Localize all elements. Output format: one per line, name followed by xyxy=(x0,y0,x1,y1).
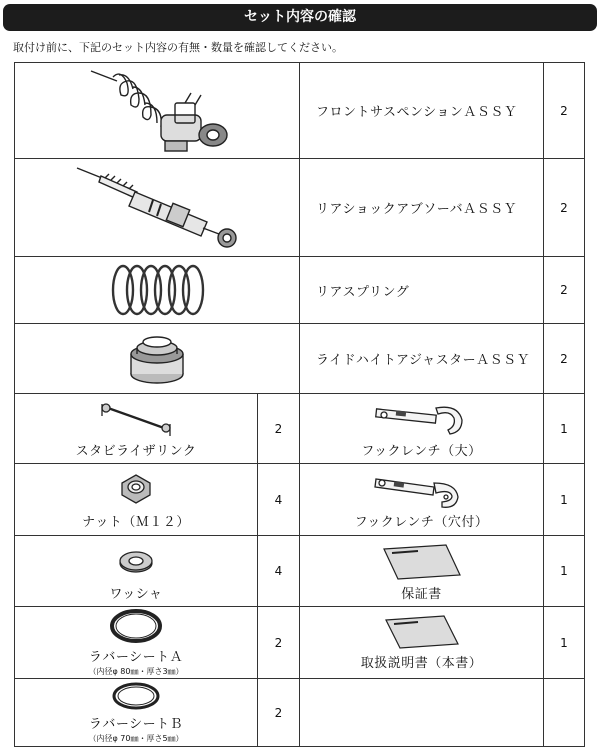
manual-name: 取扱説明書（本書） xyxy=(360,656,483,671)
hook-wrench-holed-qty: 1 xyxy=(544,464,585,536)
rubber-sheet-b-note: （内径φ 70㎜・厚さ5㎜） xyxy=(88,734,184,743)
manual-cell xyxy=(300,607,544,679)
nut-cell xyxy=(15,464,258,536)
stabilizer-link-name: スタビライザリンク xyxy=(75,444,197,459)
rear-spring-name: リアスプリング xyxy=(300,257,544,324)
front-suspension-name: フロントサスペンションＡＳＳＹ xyxy=(300,63,544,159)
rear-spring-image-cell xyxy=(15,257,300,324)
rubber-sheet-a-illustration xyxy=(96,608,176,644)
rubber-sheet-b-illustration xyxy=(96,681,176,711)
rubber-sheet-a-name: ラバーシートＡ xyxy=(88,650,184,665)
table-row xyxy=(15,536,585,607)
washer-cell xyxy=(15,536,258,607)
parts-table xyxy=(14,62,585,747)
warranty-qty: 1 xyxy=(544,536,585,607)
table-row xyxy=(15,607,585,679)
rubber-sheet-b-name: ラバーシートＢ xyxy=(88,717,184,732)
manual-qty: 1 xyxy=(544,607,585,679)
table-row xyxy=(15,63,585,159)
section-title: セット内容の確認 xyxy=(3,4,597,31)
instruction-text: 取付け前に、下記のセット内容の有無・数量を確認してください。 xyxy=(13,41,343,54)
rear-spring-illustration xyxy=(57,259,257,321)
ride-height-adjuster-qty: 2 xyxy=(544,324,585,394)
rear-shock-illustration xyxy=(57,162,257,254)
rubber-sheet-b-cell xyxy=(15,679,258,747)
table-row xyxy=(15,394,585,464)
hook-wrench-large-qty: 1 xyxy=(544,394,585,464)
hook-wrench-large-cell xyxy=(300,394,544,464)
table-row xyxy=(15,257,585,324)
rubber-sheet-a-qty: 2 xyxy=(258,607,300,679)
stabilizer-link-cell xyxy=(15,394,258,464)
warranty-cell xyxy=(300,536,544,607)
table-row xyxy=(15,464,585,536)
empty-qty-cell xyxy=(544,679,585,747)
front-suspension-illustration xyxy=(57,65,257,157)
rear-shock-image-cell xyxy=(15,159,300,257)
hook-wrench-holed-cell xyxy=(300,464,544,536)
washer-illustration xyxy=(106,541,166,581)
rear-spring-qty: 2 xyxy=(544,257,585,324)
hook-wrench-large-name: フックレンチ（大） xyxy=(361,444,482,459)
ride-height-adjuster-image-cell xyxy=(15,324,300,394)
ride-height-adjuster-illustration xyxy=(57,326,257,392)
ride-height-adjuster-name: ライドハイトアジャスターＡＳＳＹ xyxy=(300,324,544,394)
rear-shock-name: リアショックアブソーバＡＳＳＹ xyxy=(300,159,544,257)
washer-qty: 4 xyxy=(258,536,300,607)
hook-wrench-holed-name: フックレンチ（穴付） xyxy=(354,515,489,530)
stabilizer-link-illustration xyxy=(76,398,196,438)
rubber-sheet-a-note: （内径φ 80㎜・厚さ3㎜） xyxy=(88,667,184,676)
rear-shock-qty: 2 xyxy=(544,159,585,257)
table-row xyxy=(15,679,585,747)
rubber-sheet-b-qty: 2 xyxy=(258,679,300,747)
stabilizer-link-qty: 2 xyxy=(258,394,300,464)
front-suspension-qty: 2 xyxy=(544,63,585,159)
washer-name: ワッシャ xyxy=(109,586,163,602)
front-suspension-image-cell xyxy=(15,63,300,159)
empty-cell xyxy=(300,679,544,747)
warranty-illustration xyxy=(362,541,482,581)
hook-wrench-large-illustration xyxy=(362,398,482,438)
nut-qty: 4 xyxy=(258,464,300,536)
nut-name: ナット（Ｍ１２） xyxy=(82,515,190,530)
rubber-sheet-a-cell xyxy=(15,607,258,679)
manual-illustration xyxy=(362,614,482,650)
table-row xyxy=(15,324,585,394)
hook-wrench-holed-illustration xyxy=(362,469,482,509)
table-row xyxy=(15,159,585,257)
nut-illustration xyxy=(106,469,166,509)
warranty-name: 保証書 xyxy=(401,586,442,602)
